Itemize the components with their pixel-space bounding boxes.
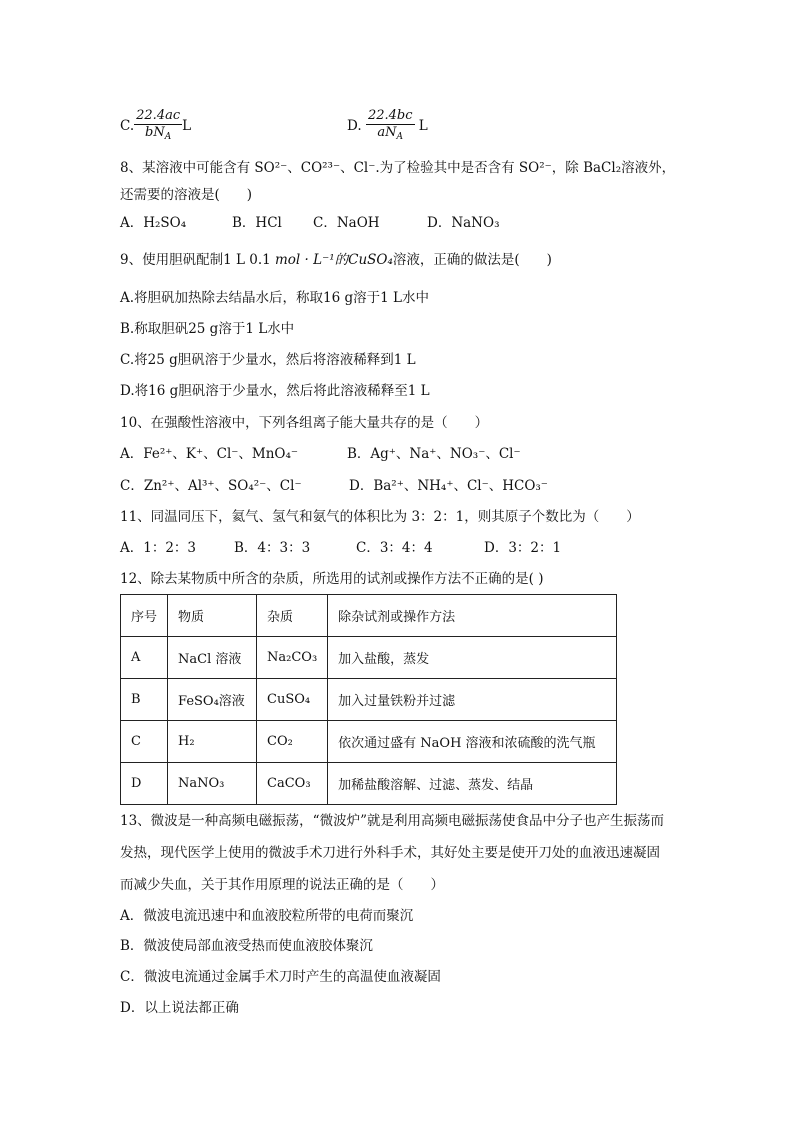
q7-option-c-denominator (134, 125, 182, 145)
table-header-cell: 除杂试剂或操作方法 (328, 595, 617, 637)
table-row (121, 679, 617, 721)
q7-option-d-numerator: 22.4bc (367, 108, 413, 123)
table-cell: CaCO₃ (257, 763, 328, 805)
table-cell: C (121, 721, 168, 763)
table-cell: 加入过量铁粉并过滤 (328, 679, 617, 721)
q10-option-c: C．Zn²⁺、Al³⁺、SO₄²⁻、Cl⁻ (120, 478, 302, 494)
q7-option-d (347, 108, 428, 145)
q7-option-c-den-main: bN (145, 125, 165, 140)
table-cell: H₂ (168, 721, 257, 763)
table-header-cell: 序号 (121, 595, 168, 637)
table-cell: 依次通过盛有 NaOH 溶液和浓硫酸的洗气瓶 (328, 721, 617, 763)
q11-option-b: B．4：3：3 (234, 540, 311, 556)
q10-option-d: D．Ba²⁺、NH₄⁺、Cl⁻、HCO₃⁻ (349, 478, 548, 494)
q12-table (120, 594, 617, 805)
q8-option-d: D．NaNO₃ (427, 215, 500, 231)
q9-stem-prefix: 9、使用胆矾配制1 L 0.1 (120, 252, 271, 268)
q7-option-c-numerator: 22.4ac (136, 108, 181, 123)
table-cell: CO₂ (257, 721, 328, 763)
q11-stem: 11、同温同压下，氦气、氢气和氨气的体积比为 3：2：1，则其原子个数比为（ ） (120, 509, 640, 525)
q8-option-c: C．NaOH (313, 215, 380, 231)
table-header-cell: 物质 (168, 595, 257, 637)
table-cell: NaCl 溶液 (168, 637, 257, 679)
q13-stem-line1: 13、微波是一种高频电磁振荡，“微波炉”就是利用高频电磁振荡使食品中分子也产生振荡而 (120, 813, 664, 829)
q10-stem: 10、在强酸性溶液中，下列各组离子能大量共存的是（ ） (120, 415, 489, 431)
q13-option-c: C．微波电流通过金属手术刀时产生的高温使血液凝固 (120, 969, 441, 985)
table-header-cell: 杂质 (257, 595, 328, 637)
q9-stem-formula: CuSO₄ (348, 252, 393, 268)
table-cell: FeSO₄溶液 (168, 679, 257, 721)
table-row (121, 637, 617, 679)
q7-option-d-unit: L (418, 118, 428, 134)
table-row (121, 763, 617, 805)
q9-stem (120, 250, 552, 270)
q10-option-a: A．Fe²⁺、K⁺、Cl⁻、MnO₄⁻ (120, 446, 299, 462)
table-cell: NaNO₃ (168, 763, 257, 805)
table-row (121, 721, 617, 763)
q7-option-d-fraction (366, 108, 415, 145)
q8-option-b: B．HCl (232, 215, 282, 231)
q7-option-d-label: D. (347, 118, 362, 134)
q7-option-c-unit: L (182, 118, 192, 134)
q11-option-a: A．1：2：3 (120, 540, 197, 556)
q9-option-b: B.称取胆矾25 g溶于1 L水中 (120, 321, 295, 337)
q9-option-c: C.将25 g胆矾溶于少量水，然后将溶液稀释到1 L (120, 352, 416, 368)
q10-option-b: B．Ag⁺、Na⁺、NO₃⁻、Cl⁻ (347, 446, 521, 462)
q9-option-d: D.将16 g胆矾溶于少量水，然后将此溶液稀释至1 L (120, 383, 430, 399)
q7-option-c-fraction (134, 108, 182, 145)
q13-option-a: A．微波电流迅速中和血液胶粒所带的电荷而聚沉 (120, 908, 414, 924)
q7-option-d-denominator (366, 125, 415, 145)
table-header-row (121, 595, 617, 637)
table-cell: B (121, 679, 168, 721)
table-cell: D (121, 763, 168, 805)
q7-option-c-label: C. (120, 118, 135, 134)
q11-option-c: C．3：4：4 (356, 540, 433, 556)
q8-stem-line2: 还需要的溶液是( ) (120, 187, 253, 203)
table-cell: 加稀盐酸溶解、过滤、蒸发、结晶 (328, 763, 617, 805)
q8-stem-line1: 8、某溶液中可能含有 SO²⁻、CO²³⁻、Cl⁻.为了检验其中是否含有 SO²⁻，除 BaCl₂溶液外， (120, 160, 676, 176)
q9-stem-suffix: 溶液，正确的做法是( ) (392, 252, 552, 268)
q13-stem-line3: 而减少失血，关于其作用原理的说法正确的是（ ） (120, 877, 444, 893)
q7-option-d-den-sub: A (396, 132, 404, 142)
q11-option-d: D．3：2：1 (484, 540, 562, 556)
table-cell: Na₂CO₃ (257, 637, 328, 679)
q8-option-a: A．H₂SO₄ (120, 215, 187, 231)
q12-stem: 12、除去某物质中所含的杂质，所选用的试剂或操作方法不正确的是( ) (120, 571, 544, 587)
q13-option-b: B．微波使局部血液受热而使血液胶体聚沉 (120, 938, 373, 954)
q7-option-d-den-main: aN (377, 125, 397, 140)
q13-option-d: D．以上说法都正确 (120, 1000, 239, 1016)
table-cell: 加入盐酸，蒸发 (328, 637, 617, 679)
q9-stem-unit: mol · L⁻¹的 (275, 252, 349, 268)
table-cell: CuSO₄ (257, 679, 328, 721)
q9-option-a: A.将胆矾加热除去结晶水后，称取16 g溶于1 L水中 (120, 290, 429, 306)
table-cell: A (121, 637, 168, 679)
q7-option-c (120, 108, 191, 145)
q13-stem-line2: 发热，现代医学上使用的微波手术刀进行外科手术，其好处主要是使开刀处的血液迅速凝固 (120, 845, 660, 861)
q7-option-c-den-sub: A (164, 132, 172, 142)
